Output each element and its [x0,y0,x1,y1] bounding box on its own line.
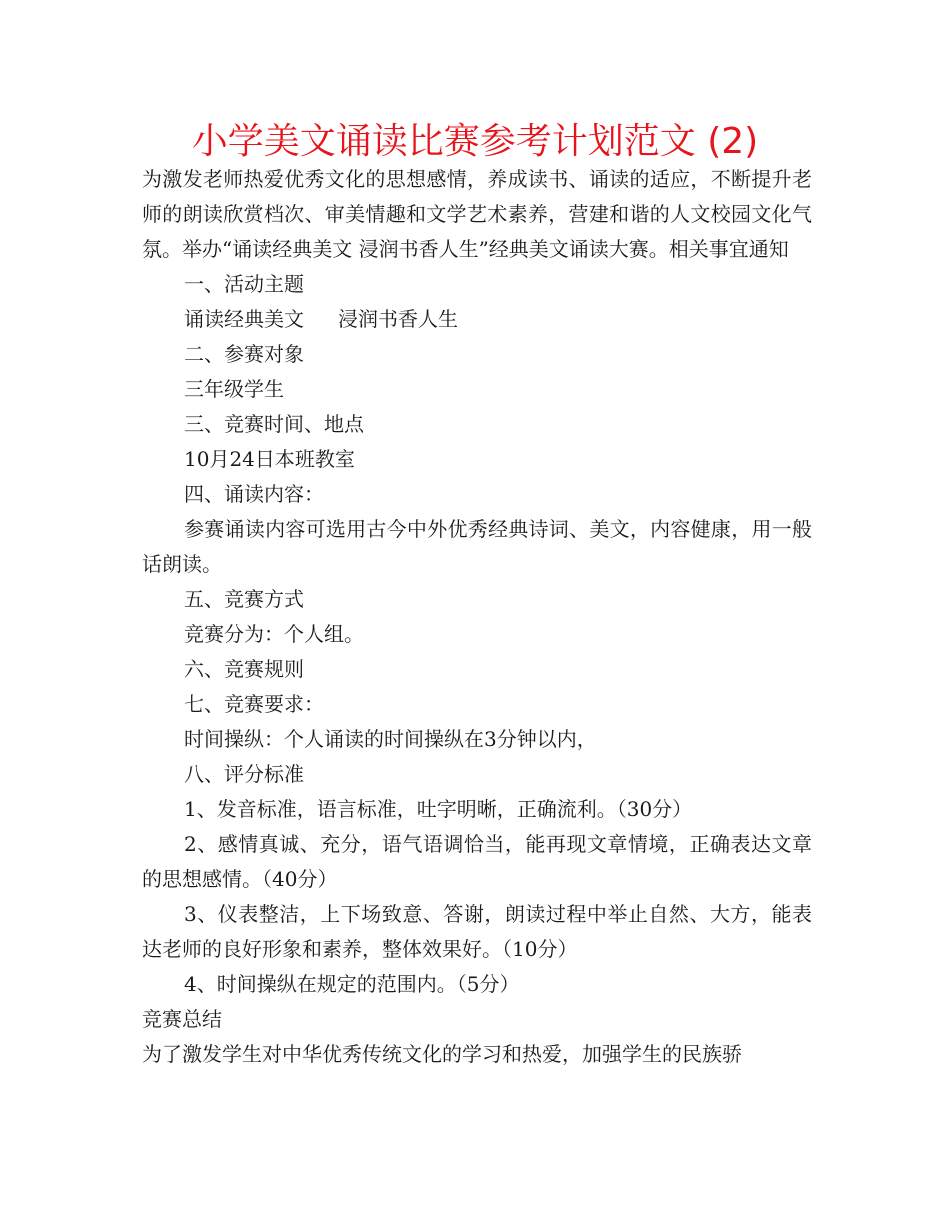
summary-heading: 竞赛总结 [142,1007,222,1031]
scoring-item-1: 1、发音标准，语言标准，吐字明晰，正确流利。（30分） [184,797,693,821]
scoring-item-3: 3、仪表整洁，上下场致意、答谢，朗读过程中举止自然、大方，能表达老师的良好形象和素养，整体效果好。（10分） [142,902,812,961]
content-heading: 四、诵读内容： [184,482,324,506]
format-text: 竞赛分为：个人组。 [184,622,364,646]
summary-text: 为了激发学生对中华优秀传统文化的学习和热爱，加强学生的民族骄 [142,1042,742,1066]
theme-heading: 一、活动主题 [184,272,304,296]
time-place-text: 10月24日本班教室 [184,447,355,471]
participants-text: 三年级学生 [184,377,284,401]
scoring-item-2: 2、感情真诚、充分，语气语调恰当，能再现文章情境，正确表达文章的思想感情。（40分） [142,832,812,891]
format-heading: 五、竞赛方式 [184,587,304,611]
requirements-text: 时间操纵：个人诵读的时间操纵在3分钟以内， [184,727,597,751]
document-title: 小学美文诵读比赛参考计划范文 (2) [191,121,759,162]
participants-heading: 二、参赛对象 [184,342,304,366]
content-text: 参赛诵读内容可选用古今中外优秀经典诗词、美文，内容健康，用一般话朗读。 [142,517,812,576]
theme-part-1: 诵读经典美文 [184,307,304,331]
theme-part-2: 浸润书香人生 [338,307,458,331]
requirements-heading: 七、竞赛要求： [184,692,324,716]
scoring-heading: 八、评分标准 [184,762,304,786]
intro-paragraph: 为激发老师热爱优秀文化的思想感情，养成读书、诵读的适应，不断提升老师的朗读欣赏档次、审美情趣和文学艺术素养，营建和谐的人文校园文化气氛。举办“诵读经典美文 浸润书香人生”经典美文诵读大赛。相关事宜通知 [142,167,812,261]
rules-heading: 六、竞赛规则 [184,657,304,681]
scoring-item-4: 4、时间操纵在规定的范围内。（5分） [184,972,520,996]
time-place-heading: 三、竞赛时间、地点 [184,412,364,436]
theme-text [142,302,812,337]
document-body [142,162,812,1072]
